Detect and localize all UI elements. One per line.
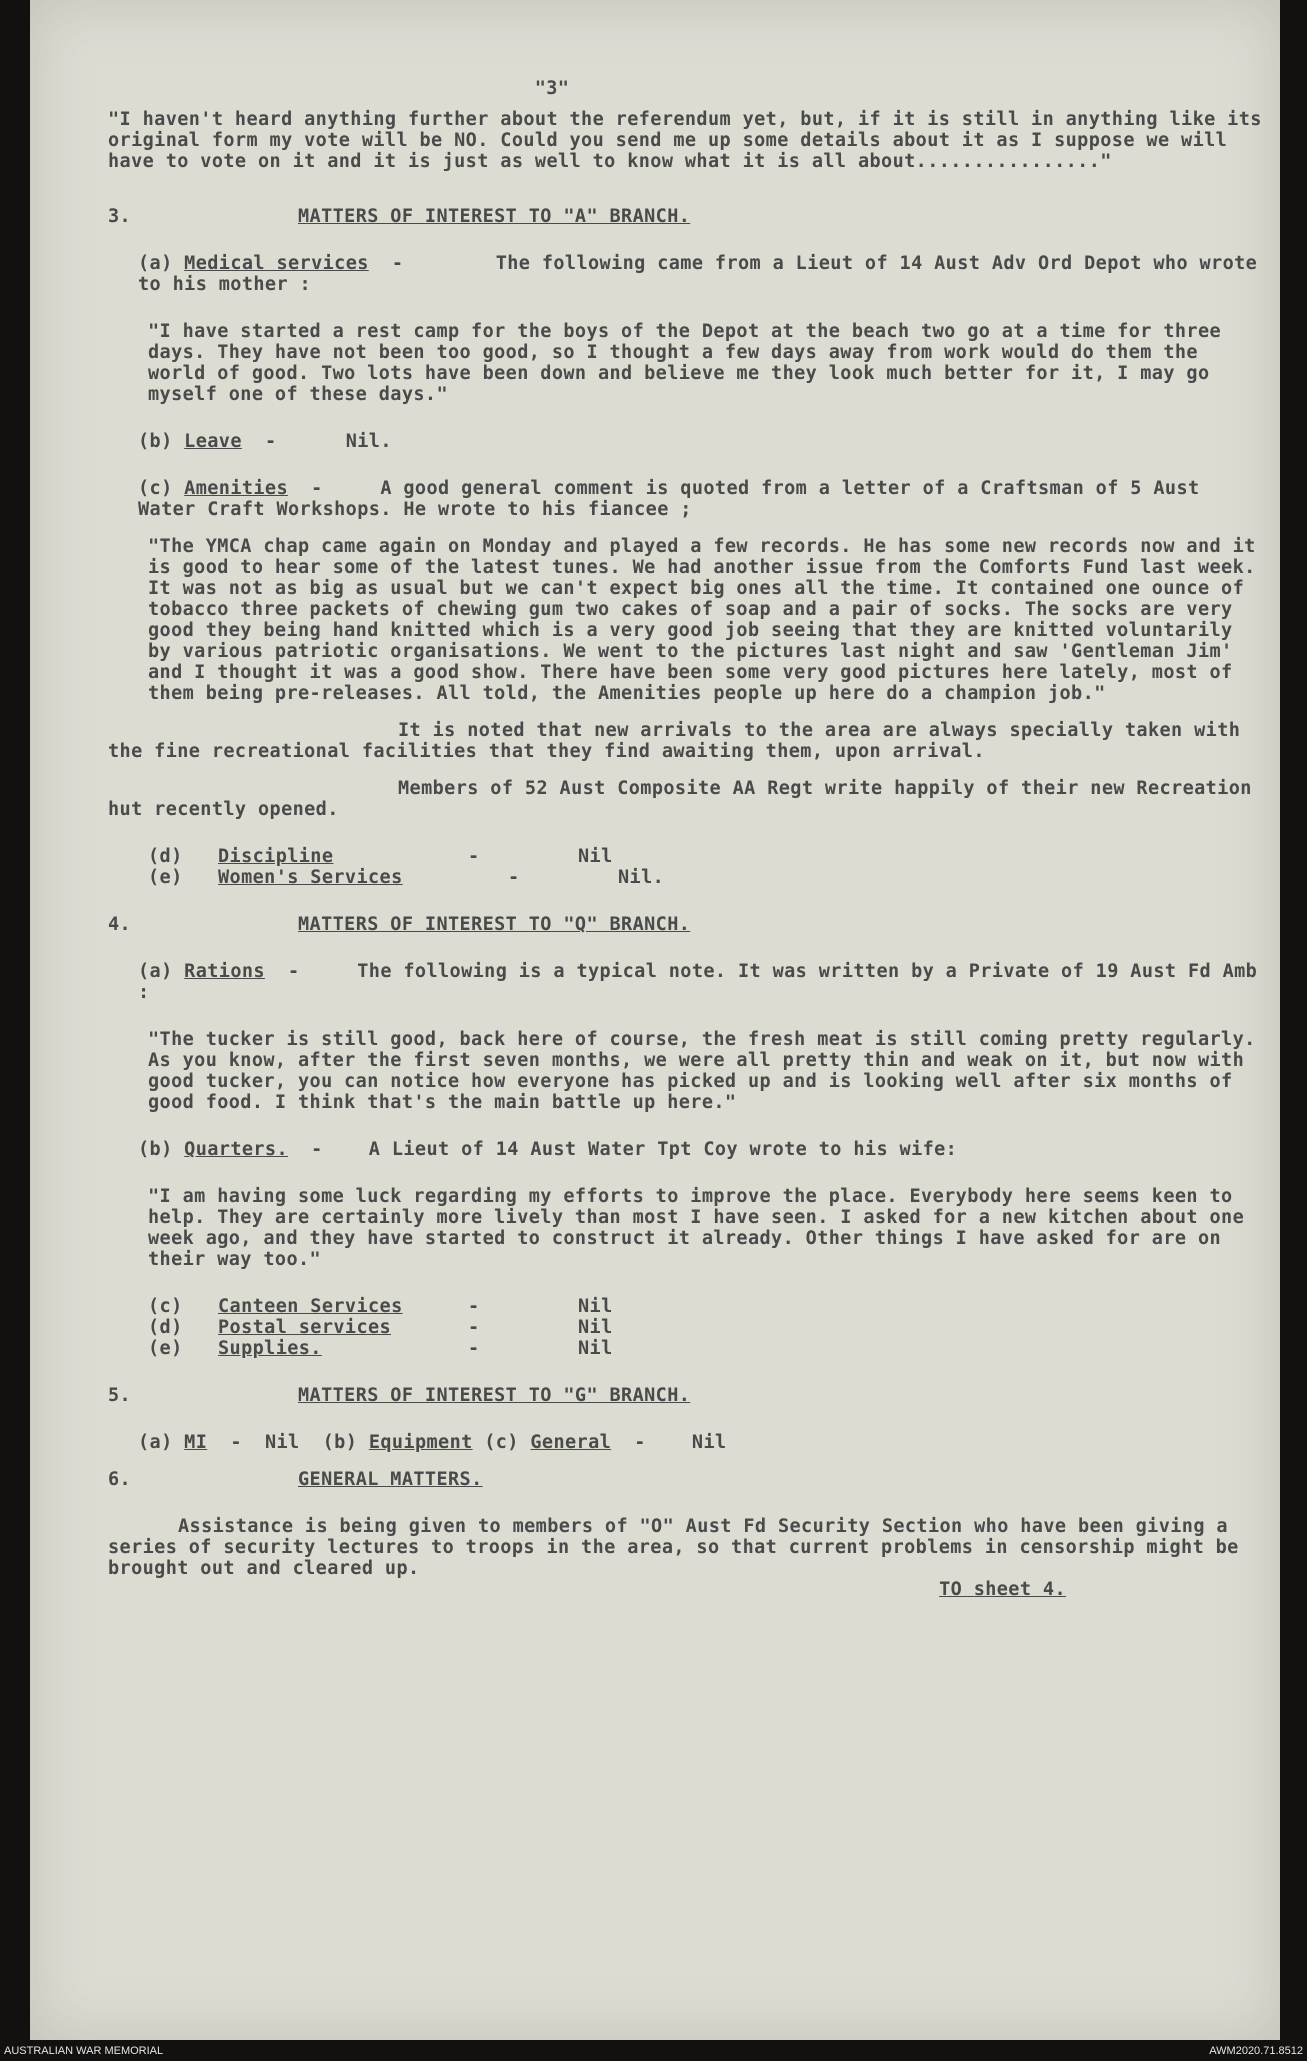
item-value: Nil	[578, 846, 613, 867]
item-label: (b)	[138, 431, 173, 452]
section-4c	[148, 1296, 1266, 1317]
item-label: (c)	[148, 1296, 183, 1317]
section-3a	[138, 253, 1269, 295]
item-text: - Nil.	[264, 431, 392, 452]
item-value: Nil	[578, 1296, 613, 1317]
section-6-text: Assistance is being given to members of "O" Aust Fd Security Section who have been giving a series of security lectures to troops in the area, so that current problems in censorship might be brought out and cleared up.	[108, 1516, 1251, 1579]
item-title: Quarters.	[184, 1139, 289, 1160]
item-title: Equipment	[368, 1432, 473, 1453]
section-4b-quote: "I am having some luck regarding my efforts to improve the place. Everybody here seems keen to help. They are certainly more lively than most I have seen. I asked for a new kitchen about one week ago, and they have started to construct it already. Other things I have asked for are on their way too."	[148, 1186, 1256, 1270]
item-text: - Nil	[230, 1432, 300, 1453]
intro-quote: "I haven't heard anything further about the referendum yet, but, if it is still in anything like its original form my vote will be NO. Could you send me up some details about it as I suppose we will have to vote on it and it is just as well to know what it is all about................"	[108, 109, 1274, 172]
item-label: (c)	[484, 1432, 519, 1453]
section-3-number: 3.	[108, 206, 132, 227]
item-dash: -	[468, 846, 480, 867]
item-title: Canteen Services	[218, 1296, 403, 1317]
item-dash: -	[468, 1296, 480, 1317]
item-label: (a)	[138, 253, 173, 274]
item-text: - The following is a typical note. It was written by a Private of 19 Aust Fd Amb :	[138, 961, 1269, 1003]
item-value: Nil	[578, 1317, 613, 1338]
page-number: "3"	[534, 78, 570, 99]
section-3a-quote: "I have started a rest camp for the boys of the Depot at the beach two go at a time for three days. They have not been too good, so I thought a few days away from work would do them the world of good. Two lots have been down and believe me they look much better for it, I may go myself one of these days."	[148, 321, 1233, 405]
item-title: MI	[184, 1432, 208, 1453]
typed-sheet	[108, 78, 1274, 1600]
section-3b	[138, 431, 1266, 452]
item-text: - A Lieut of 14 Aust Water Tpt Coy wrote to his wife:	[311, 1139, 958, 1160]
section-3d	[148, 846, 1266, 867]
section-5-items	[138, 1432, 1266, 1453]
document-page	[30, 0, 1280, 2040]
section-4e	[148, 1338, 1266, 1359]
item-title: Rations	[184, 961, 265, 982]
item-title: Amenities	[184, 478, 289, 499]
section-4-title: MATTERS OF INTEREST TO "Q" BRANCH.	[298, 914, 691, 935]
item-title: Postal services	[218, 1317, 392, 1338]
section-3c-quote: "The YMCA chap came again on Monday and played a few records. He has some new records now and it is good to hear some of the latest tunes. We had another issue from the Comforts Fund last week. It was not as big as usual but we can't expect big ones all the time. It contained one ounce of tobacco three packets of chewing gum two cakes of soap and a pair of socks. The socks are very good they being hand knitted which is a very good job seeing that they are knitted voluntarily by various patriotic organisations. We went to the pictures last night and saw 'Gentleman Jim' and I thought it was a good show. There have been some very good pictures here lately, most of them being pre-releases. All told, the Amenities people up here do a champion job."	[148, 536, 1268, 704]
section-5-number: 5.	[108, 1385, 132, 1406]
item-title: Supplies.	[218, 1338, 322, 1359]
item-title: Women's Services	[218, 867, 403, 888]
item-label: (e)	[148, 867, 183, 888]
section-6-number: 6.	[108, 1469, 132, 1490]
section-6-title: GENERAL MATTERS.	[298, 1469, 483, 1490]
item-title: Leave	[184, 431, 242, 452]
section-3c-note-2: Members of 52 Aust Composite AA Regt write happily of their new Recreation hut recently opened.	[108, 778, 1264, 820]
footer-institution: AUSTRALIAN WAR MEMORIAL	[4, 2045, 164, 2057]
section-3-heading	[108, 206, 1266, 227]
item-label: (c)	[138, 478, 173, 499]
footer-accession-number: AWM2020.71.8512	[1209, 2045, 1303, 2057]
item-value: Nil.	[618, 867, 665, 888]
item-dash: -	[468, 1338, 480, 1359]
section-3-title: MATTERS OF INTEREST TO "A" BRANCH.	[298, 206, 691, 227]
section-3c	[138, 478, 1266, 520]
item-label: (b)	[138, 1139, 173, 1160]
archive-footer	[0, 2041, 1307, 2061]
section-5-heading	[108, 1385, 1266, 1406]
item-title: General	[530, 1432, 612, 1453]
section-6-heading	[108, 1469, 1266, 1490]
section-3e	[148, 867, 1266, 888]
item-label: (d)	[148, 1317, 183, 1338]
item-label: (d)	[148, 846, 183, 867]
item-dash: -	[508, 867, 520, 888]
item-value: Nil	[578, 1338, 613, 1359]
section-4b	[138, 1139, 1266, 1160]
section-4a	[138, 961, 1269, 1003]
section-4-number: 4.	[108, 914, 132, 935]
item-title: Medical services	[184, 253, 369, 274]
item-label: (b)	[322, 1432, 358, 1453]
continued-note: TO sheet 4.	[939, 1579, 1066, 1600]
item-text: - The following came from a Lieut of 14 Aust Adv Ord Depot who wrote to his mother :	[138, 253, 1269, 295]
section-4d	[148, 1317, 1266, 1338]
item-label: (e)	[148, 1338, 183, 1359]
section-4-heading	[108, 914, 1266, 935]
item-text: - A good general comment is quoted from a letter of a Craftsman of 5 Aust Water Craft Workshops. He wrote to his fiancee ;	[138, 478, 1212, 520]
section-5-title: MATTERS OF INTEREST TO "G" BRANCH.	[298, 1385, 691, 1406]
item-title: Discipline	[218, 846, 334, 867]
item-dash: -	[468, 1317, 480, 1338]
section-4a-quote: "The tucker is still good, back here of course, the fresh meat is still coming pretty regularly. As you know, after the first seven months, we were all pretty thin and weak on it, but now with good tucker, you can notice how everyone has picked up and is looking well after six months of good food. I think that's the main battle up here."	[148, 1029, 1268, 1113]
item-label: (a)	[138, 1432, 173, 1453]
item-text: - Nil	[634, 1432, 727, 1453]
section-3c-note-1: It is noted that new arrivals to the area are always specially taken with the fine recreational facilities that they find awaiting them, upon arrival.	[108, 720, 1252, 762]
item-label: (a)	[138, 961, 173, 982]
